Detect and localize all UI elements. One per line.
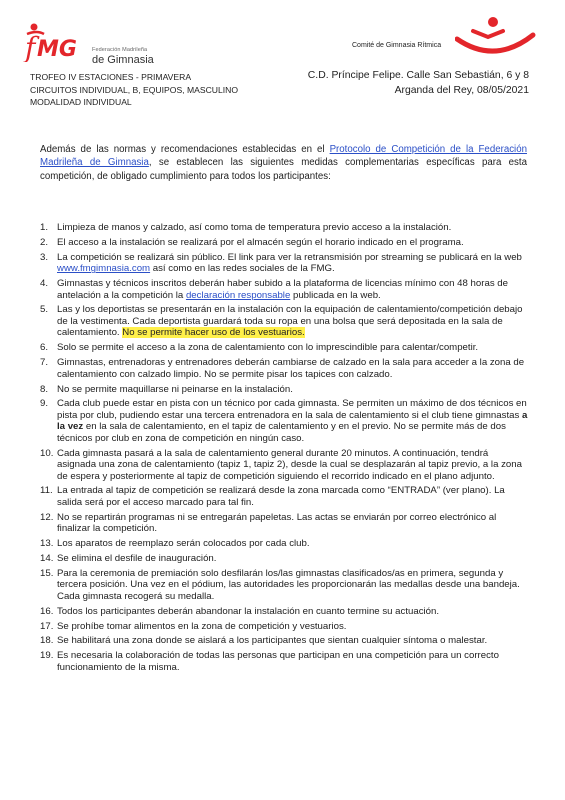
venue-info	[308, 69, 529, 98]
rule-text-content: No se repartirán programas ni se entregarán papeletas. Las actas se enviarán por correo electrónico al finalizar la competición.	[57, 511, 497, 535]
rule-number: 12.	[40, 511, 54, 523]
rule-text	[57, 568, 528, 602]
rule-text	[57, 650, 528, 673]
rule-item	[40, 342, 528, 353]
rule-item	[40, 538, 528, 549]
intro-text-before: Además de las normas y recomendaciones establecidas en el	[40, 144, 330, 155]
rule-number: 16.	[40, 605, 54, 617]
rule-text	[57, 237, 528, 248]
rule-text-part: así como en las redes sociales de la FMG.	[150, 263, 335, 275]
event-info	[30, 71, 238, 109]
rule-number: 10.	[40, 447, 54, 459]
rule-highlighted-text: No se permite hacer uso de los vestuarios.	[122, 327, 305, 339]
rule-number: 5.	[40, 304, 49, 316]
rule-number: 9.	[40, 398, 49, 410]
rule-number: 3.	[40, 251, 49, 263]
rule-item	[40, 304, 528, 338]
rule-text	[57, 384, 528, 395]
federation-name: de Gimnasia	[92, 54, 154, 66]
svg-text:MG: MG	[37, 37, 77, 62]
rule-number: 1.	[40, 222, 49, 233]
rule-text-content: El acceso a la instalación se realizará por el almacén según el horario indicado en el programa.	[57, 236, 464, 248]
rule-text-part: Cada club puede estar en pista con un técnico por cada gimnasta. Se permiten un máximo de dos técnicos en pista por club, pudiendo estar una tercera entrenadora en la sala de calentamiento si el club tiene gimnastas	[57, 398, 527, 421]
rule-number: 18.	[40, 635, 54, 647]
rule-item	[40, 512, 528, 535]
rule-number: 15.	[40, 567, 54, 579]
rule-item	[40, 606, 528, 617]
rule-number: 17.	[40, 620, 54, 632]
rules-list	[40, 222, 528, 677]
rule-text	[57, 222, 528, 233]
rule-number: 11.	[40, 485, 53, 497]
committee-name: Comité de Gimnasia Rítmica	[352, 42, 442, 49]
rule-number: 7.	[40, 357, 49, 369]
rule-text	[57, 278, 528, 301]
rule-text-content: Es necesaria la colaboración de todas las personas que participan en una competición para un correcto funcionamiento de la misma.	[57, 650, 499, 673]
rule-text-content: Gimnastas, entrenadoras y entrenadores deberán cambiarse de calzado en la sala para acceder a la zona de calentamiento con calzado limpio. No se permite pisar los tapices con calzado.	[57, 357, 525, 380]
rule-text-content: Se habilitará una zona donde se aislará a los participantes que sientan cualquier síntoma o malestar.	[57, 635, 488, 647]
rule-text	[57, 606, 528, 617]
rule-text-part: en la sala de calentamiento, en el tapiz de calentamiento y en el previo. No se permite más de dos técnicos por club en zona de competición en ningún caso.	[57, 421, 506, 444]
rule-item	[40, 553, 528, 564]
rule-text	[57, 357, 528, 380]
rule-item	[40, 357, 528, 380]
rule-item	[40, 650, 528, 673]
rule-text-content: Para la ceremonia de premiación solo desfilarán los/las gimnastas clasificados/as en primera, segunda y tercera posición. Una vez en el pódium, las autoridades les proporcionarán las medallas desde una bandeja. Cada gimnasta recogerá su medalla.	[57, 567, 520, 602]
rule-item	[40, 384, 528, 395]
rule-item	[40, 237, 528, 248]
rule-text-part: Las y los deportistas se presentarán en la instalación con la equipación de calentamiento/competición debajo de la vestimenta. Cada deportista guardará toda su ropa en una bolsa que será depositada en la sala de calentamiento.	[57, 304, 523, 339]
event-line-2: CIRCUITOS INDIVIDUAL, B, EQUIPOS, MASCULINO	[30, 84, 239, 95]
venue-address: C.D. Príncipe Felipe. Calle San Sebastián, 6 y 8	[307, 70, 529, 81]
rule-text	[57, 485, 528, 508]
rule-text	[57, 252, 528, 275]
rule-text	[57, 512, 528, 535]
rule-number: 13.	[40, 538, 54, 550]
rule-item	[40, 252, 528, 275]
rule-text	[57, 553, 528, 564]
rule-text-content: Cada gimnasta pasará a la sala de calentamiento general durante 20 minutos. A continuación, tendrá asignada una zona de calentamiento (tapiz 1, tapiz 2), desde la cual se desplazarán al tapiz previo, a la zona de espera y posteriormente al tapiz de competición siguiendo el recorrido indicado en el plano adjunto.	[57, 447, 522, 482]
rule-text	[57, 448, 528, 482]
rule-text-content: No se permite maquillarse ni peinarse en la instalación.	[57, 383, 293, 395]
rule-link[interactable]: www.fmgimnasia.com	[57, 263, 151, 275]
rule-number: 4.	[40, 278, 49, 290]
rule-text-content: Los aparatos de reemplazo serán colocados por cada club.	[57, 538, 310, 550]
rule-number: 8.	[40, 383, 49, 395]
rule-text	[57, 398, 528, 444]
venue-city-date: Arganda del Rey, 08/05/2021	[394, 84, 529, 96]
rule-text	[57, 635, 528, 646]
event-line-3: MODALIDAD INDIVIDUAL	[30, 97, 132, 108]
rule-item	[40, 568, 528, 602]
rule-text	[57, 538, 528, 549]
rule-text-part: Gimnastas y técnicos inscritos deberán haber subido a la plataforma de licencias mínimo con 48 horas de antelación a la competición la	[57, 278, 509, 301]
rule-text-part: La competición se realizará sin público. El link para ver la retransmisión por streaming se publicará en la web	[57, 251, 522, 263]
rule-bold-text: a la vez	[57, 409, 528, 433]
rule-item	[40, 635, 528, 646]
rule-item	[40, 485, 528, 508]
rule-number: 14.	[40, 553, 54, 565]
rule-item	[40, 398, 528, 444]
fmg-logo	[22, 20, 172, 66]
rule-text	[57, 342, 528, 353]
rule-text-content: Limpieza de manos y calzado, así como toma de temperatura previo acceso a la instalación.	[57, 222, 452, 233]
rule-text-content: Se prohíbe tomar alimentos en la zona de competición y vestuarios.	[57, 620, 347, 632]
svg-text:f: f	[25, 31, 36, 62]
intro-text-after: , se establecen las siguientes medidas complementarias específicas para esta competición, de obligado cumplimiento para todos los participantes:	[40, 157, 527, 182]
rule-item	[40, 222, 528, 233]
intro-paragraph	[40, 143, 527, 183]
rule-link[interactable]: declaración responsable	[185, 289, 291, 301]
rule-text	[57, 304, 528, 338]
fmg-logo-icon	[22, 20, 92, 62]
federation-small-text: Federación Madrileña	[92, 47, 148, 53]
rule-text-content: Todos los participantes deberán abandonar la instalación en cuanto termine su actuación.	[57, 605, 440, 617]
rule-item	[40, 278, 528, 301]
rule-number: 2.	[40, 236, 49, 248]
rhythmic-gymnast-logo-icon	[455, 15, 537, 57]
rule-item	[40, 621, 528, 632]
rule-text	[57, 621, 528, 632]
rule-text-content: Solo se permite el acceso a la zona de calentamiento con lo imprescindible para calentar/competir.	[57, 342, 479, 354]
rule-text-content: La entrada al tapiz de competición se realizará desde la zona marcada como “ENTRADA” (ver plano). La salida será por el acceso marcado para tal fin.	[57, 485, 505, 508]
event-line-1: TROFEO IV ESTACIONES - PRIMAVERA	[30, 72, 192, 82]
rule-number: 6.	[40, 342, 49, 354]
rule-text-content: Se elimina el desfile de inauguración.	[57, 553, 217, 565]
rule-item	[40, 448, 528, 482]
rule-number: 19.	[40, 650, 54, 662]
protocol-link[interactable]: Protocolo de Competición de la Federación Madrileña de Gimnasia	[40, 144, 527, 169]
rule-text-part: publicada en la web.	[290, 289, 381, 301]
